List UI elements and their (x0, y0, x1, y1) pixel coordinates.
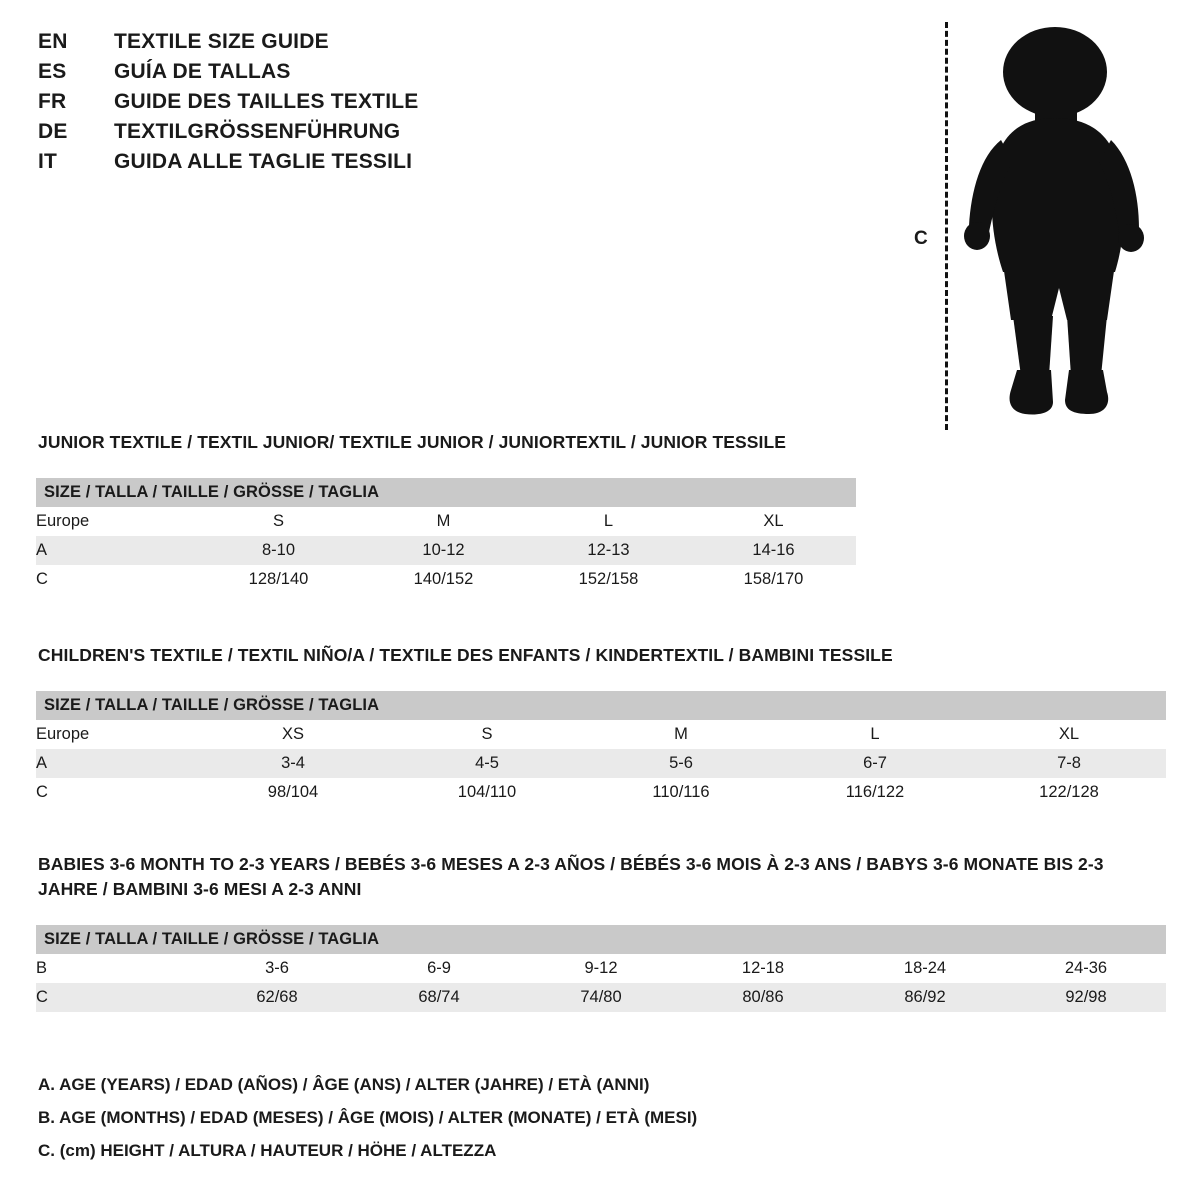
children-row-europe-v0: XS (196, 720, 390, 749)
table-row (36, 565, 856, 594)
table-row (36, 749, 1166, 778)
junior-row-a-v3: 14-16 (691, 536, 856, 565)
junior-row-europe-label: Europe (36, 507, 196, 536)
junior-row-a-v2: 12-13 (526, 536, 691, 565)
junior-row-c-v3: 158/170 (691, 565, 856, 594)
junior-row-europe-v1: M (361, 507, 526, 536)
table-row (36, 778, 1166, 807)
children-row-europe-v3: L (778, 720, 972, 749)
height-measure-label: C (914, 228, 928, 249)
children-size-table (36, 691, 1166, 807)
junior-row-a-v1: 10-12 (361, 536, 526, 565)
height-dashed-line (945, 22, 948, 430)
babies-row-b-v2: 9-12 (520, 954, 682, 983)
footnote-a: A. AGE (YEARS) / EDAD (AÑOS) / ÂGE (ANS) / ALTER (JAHRE) / ETÀ (ANNI) (38, 1075, 650, 1094)
language-title-es: GUÍA DE TALLAS (114, 60, 291, 83)
section-title-babies: BABIES 3-6 MONTH TO 2-3 YEARS / BEBÉS 3-6 MESES A 2-3 AÑOS / BÉBÉS 3-6 MOIS À 2-3 ANS / BABYS 3-6 MONATE BIS 2-3 JAHRE / BAMBINI 3-6 MESI A 2-3 ANNI (38, 854, 1104, 899)
junior-row-europe-v0: S (196, 507, 361, 536)
children-row-a-v2: 5-6 (584, 749, 778, 778)
children-row-a-v1: 4-5 (390, 749, 584, 778)
babies-row-c-v4: 86/92 (844, 983, 1006, 1012)
babies-row-c-v2: 74/80 (520, 983, 682, 1012)
junior-row-a-v0: 8-10 (196, 536, 361, 565)
children-row-c-v4: 122/128 (972, 778, 1166, 807)
language-row-es (38, 60, 658, 90)
children-row-c-v0: 98/104 (196, 778, 390, 807)
junior-row-c-v1: 140/152 (361, 565, 526, 594)
junior-row-c-v0: 128/140 (196, 565, 361, 594)
children-row-c-label: C (36, 778, 196, 807)
language-row-de (38, 120, 658, 150)
babies-row-c-v1: 68/74 (358, 983, 520, 1012)
babies-row-b-v4: 18-24 (844, 954, 1006, 983)
table-row (36, 954, 1166, 983)
babies-row-c-v0: 62/68 (196, 983, 358, 1012)
language-code-fr: FR (38, 90, 67, 113)
children-row-a-label: A (36, 749, 196, 778)
language-code-en: EN (38, 30, 68, 53)
junior-size-table (36, 478, 856, 594)
child-silhouette-icon (955, 20, 1155, 430)
language-title-it: GUIDA ALLE TAGLIE TESSILI (114, 150, 413, 173)
children-row-a-v3: 6-7 (778, 749, 972, 778)
language-header (38, 30, 658, 180)
children-row-c-v1: 104/110 (390, 778, 584, 807)
language-code-de: DE (38, 120, 68, 143)
children-row-a-v0: 3-4 (196, 749, 390, 778)
babies-band-label: SIZE / TALLA / TAILLE / GRÖSSE / TAGLIA (36, 925, 1166, 954)
table-row (36, 925, 1166, 954)
table-row (36, 478, 856, 507)
junior-row-c-label: C (36, 565, 196, 594)
language-row-en (38, 30, 658, 60)
section-title-junior: JUNIOR TEXTILE / TEXTIL JUNIOR/ TEXTILE JUNIOR / JUNIORTEXTIL / JUNIOR TESSILE (38, 432, 787, 452)
language-title-en: TEXTILE SIZE GUIDE (114, 30, 329, 53)
babies-row-c-v3: 80/86 (682, 983, 844, 1012)
babies-row-b-v5: 24-36 (1006, 954, 1166, 983)
junior-row-europe-v3: XL (691, 507, 856, 536)
language-row-it (38, 150, 658, 180)
footnote-c: C. (cm) HEIGHT / ALTURA / HAUTEUR / HÖHE / ALTEZZA (38, 1141, 497, 1161)
children-band-label: SIZE / TALLA / TAILLE / GRÖSSE / TAGLIA (36, 691, 1166, 720)
language-code-es: ES (38, 60, 67, 83)
children-row-europe-v2: M (584, 720, 778, 749)
babies-row-b-v3: 12-18 (682, 954, 844, 983)
table-row (36, 691, 1166, 720)
height-measure-figure (900, 10, 1160, 430)
table-row (36, 720, 1166, 749)
table-row (36, 983, 1166, 1012)
babies-row-b-v0: 3-6 (196, 954, 358, 983)
footnote-b: B. AGE (MONTHS) / EDAD (MESES) / ÂGE (MOIS) / ALTER (MONATE) / ETÀ (MESI) (38, 1108, 698, 1128)
babies-row-b-v1: 6-9 (358, 954, 520, 983)
children-row-europe-v1: S (390, 720, 584, 749)
babies-row-c-label: C (36, 983, 196, 1012)
children-row-c-v2: 110/116 (584, 778, 778, 807)
babies-row-b-label: B (36, 954, 196, 983)
junior-band-label: SIZE / TALLA / TAILLE / GRÖSSE / TAGLIA (36, 478, 856, 507)
children-row-c-v3: 116/122 (778, 778, 972, 807)
table-row (36, 507, 856, 536)
language-row-fr (38, 90, 658, 120)
language-title-fr: GUIDE DES TAILLES TEXTILE (114, 90, 419, 113)
table-row (36, 536, 856, 565)
junior-row-c-v2: 152/158 (526, 565, 691, 594)
children-row-a-v4: 7-8 (972, 749, 1166, 778)
language-title-de: TEXTILGRÖSSENFÜHRUNG (114, 120, 401, 143)
junior-row-europe-v2: L (526, 507, 691, 536)
children-row-europe-label: Europe (36, 720, 196, 749)
junior-row-a-label: A (36, 536, 196, 565)
language-code-it: IT (38, 150, 58, 173)
babies-size-table (36, 925, 1166, 1012)
children-row-europe-v4: XL (972, 720, 1166, 749)
babies-row-c-v5: 92/98 (1006, 983, 1166, 1012)
section-title-children: CHILDREN'S TEXTILE / TEXTIL NIÑO/A / TEXTILE DES ENFANTS / KINDERTEXTIL / BAMBINI TESSILE (38, 645, 893, 665)
footnotes (38, 1068, 697, 1167)
